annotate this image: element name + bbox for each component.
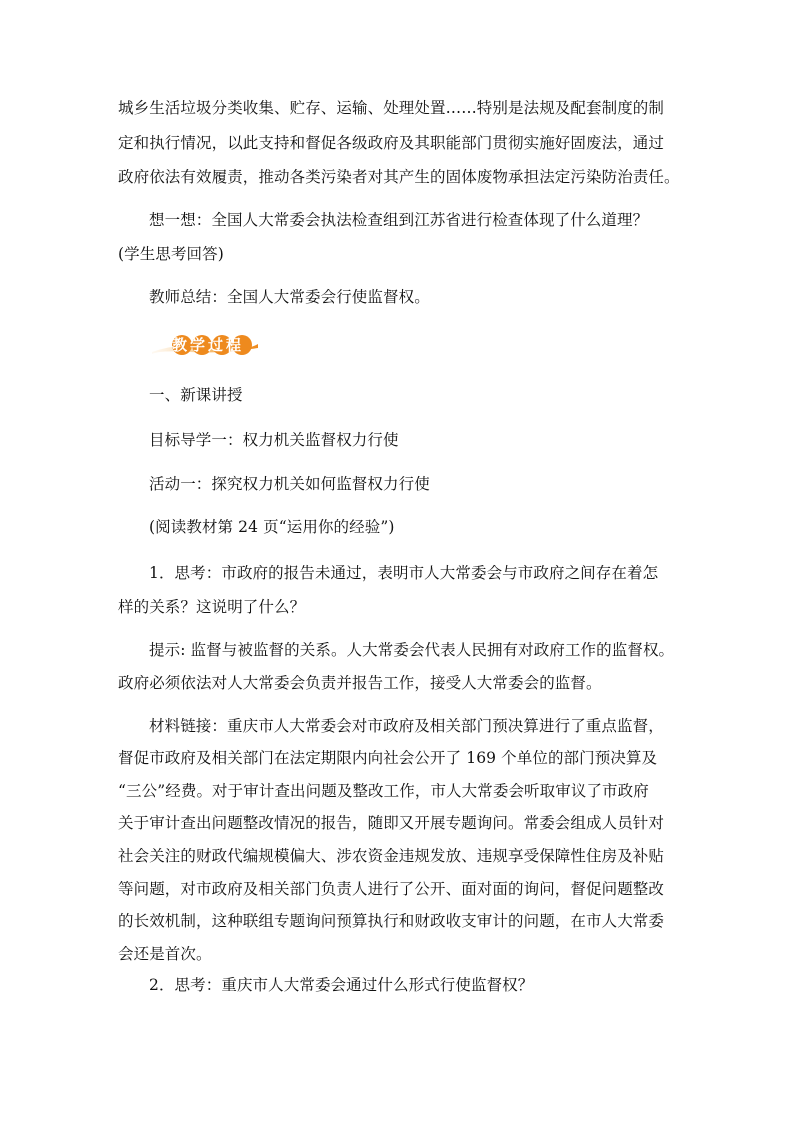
activity-heading: 活动一：探究权力机关如何监督权力行使 — [149, 475, 430, 493]
question-1-line: 样的关系？这说明了什么？ — [118, 598, 306, 616]
think-question: 想一想：全国人大常委会执法检查组到江苏省进行检查体现了什么道理？ — [149, 211, 649, 229]
reading-note: (阅读教材第 24 页“运用你的经验”) — [149, 518, 395, 536]
material-line: “三公”经费。对于审计查出问题及整改工作，市人大常委会听取审议了市政府 — [118, 782, 649, 800]
material-line: 社会关注的财政代编规模偏大、涉农资金违规发放、违规享受保障性住房及补贴 — [118, 847, 665, 865]
question-1-line: 1．思考：市政府的报告未通过，表明市人大常委会与市政府之间存在着怎 — [149, 564, 659, 582]
think-note: (学生思考回答) — [118, 245, 224, 263]
question-2: 2．思考：重庆市人大常委会通过什么形式行使监督权？ — [149, 976, 534, 994]
material-line: 会还是首次。 — [118, 945, 212, 963]
hint-line: 政府必须依法对人大常委会负责并报告工作，接受人大常委会的监督。 — [118, 674, 602, 692]
material-line: 材料链接：重庆市人大常委会对市政府及相关部门预决算进行了重点监督， — [149, 717, 664, 735]
material-line: 督促市政府及相关部门在法定期限内向社会公开了 169 个单位的部门预决算及 — [118, 749, 658, 767]
section-badge — [150, 332, 260, 358]
paragraph-line: 政府依法有效履责，推动各类污染者对其产生的固体废物承担法定污染防治责任。 — [118, 168, 680, 186]
paragraph-line: 城乡生活垃圾分类收集、贮存、运输、处理处置……特别是法规及配套制度的制 — [118, 99, 665, 117]
hint-line: 提示: 监督与被监督的关系。人大常委会代表人民拥有对政府工作的监督权。 — [149, 641, 675, 659]
material-line: 的长效机制，这种联组专题询问预算执行和财政收支审计的问题，在市人大常委 — [118, 912, 665, 930]
section-heading: 一、新课讲授 — [149, 386, 243, 404]
goal-heading: 目标导学一：权力机关监督权力行使 — [149, 431, 399, 449]
teacher-summary: 教师总结：全国人大常委会行使监督权。 — [149, 288, 430, 306]
material-line: 等问题，对市政府及相关部门负责人进行了公开、面对面的询问，督促问题整改 — [118, 880, 665, 898]
section-badge-label: 教学过程 — [172, 336, 245, 354]
paragraph-line: 定和执行情况，以此支持和督促各级政府及其职能部门贯彻实施好固废法，通过 — [118, 134, 665, 152]
material-line: 关于审计查出问题整改情况的报告，随即又开展专题询问。常委会组成人员针对 — [118, 814, 665, 832]
